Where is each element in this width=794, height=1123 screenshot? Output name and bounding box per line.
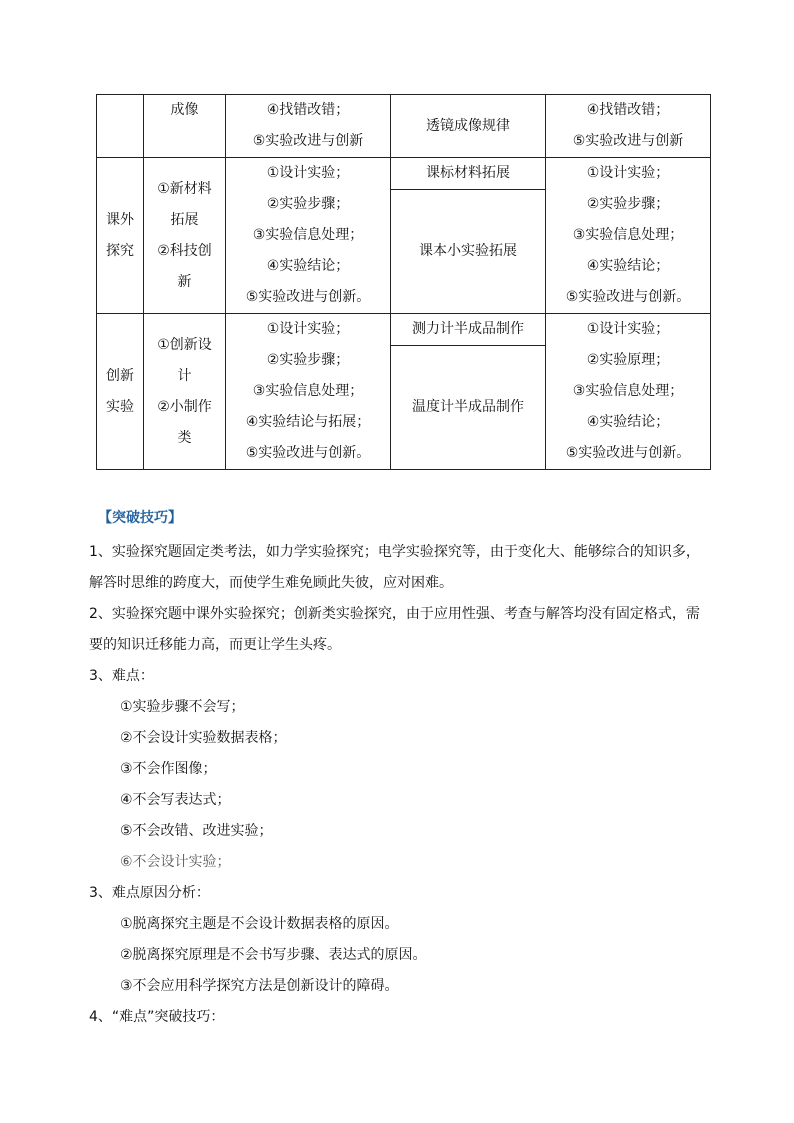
topic-text: 课标材料拓展 xyxy=(426,165,510,181)
paragraph-4-heading: 4、“难点”突破技巧： xyxy=(89,1009,225,1025)
cause-item: ③不会应用科学探究方法是创新设计的障碍。 xyxy=(120,978,399,994)
step-text: ⑤实验改进与创新 xyxy=(252,133,364,149)
step-text: ①设计实验； xyxy=(266,321,350,337)
sub-text: 新 xyxy=(177,273,192,290)
topic-text: 测力计半成品制作 xyxy=(412,321,524,337)
section-title: 【突破技巧】 xyxy=(98,510,182,526)
topic-cell xyxy=(391,95,546,158)
step-text: ⑤实验改进与创新 xyxy=(572,133,684,149)
right-steps-cell xyxy=(546,158,711,314)
experiment-grid xyxy=(96,94,711,470)
paragraph-3-heading: 3、难点： xyxy=(89,668,154,684)
sub-text: 拓展 xyxy=(170,211,199,228)
category-cell xyxy=(97,95,144,158)
difficulty-item: ③不会作图像； xyxy=(120,761,217,777)
paragraph-2: 2、实验探究题中课外实验探究；创新类实验探究，由于应用性强、考查与解答均没有固定格式，需要的知识迁移能力高，而更让学生头疼。 xyxy=(89,606,700,653)
sub-cell xyxy=(144,95,226,158)
paragraph-cause-heading: 3、难点原因分析： xyxy=(89,885,210,901)
table-row xyxy=(97,95,711,158)
difficulty-item: ④不会写表达式； xyxy=(120,792,231,808)
step-text: ②实验原理； xyxy=(586,352,670,368)
table-row xyxy=(97,158,711,190)
step-text: ②实验步骤； xyxy=(586,196,670,212)
topic-text: 透镜成像规律 xyxy=(426,117,510,134)
sub-text: ①创新设 xyxy=(157,336,212,353)
step-text: ①设计实验； xyxy=(586,165,670,181)
difficulty-item: ①实验步骤不会写； xyxy=(120,699,245,715)
step-text: ②实验步骤； xyxy=(266,352,350,368)
step-text: ④找错改错； xyxy=(266,102,350,118)
table-row xyxy=(97,314,711,346)
step-text: ⑤实验改进与创新。 xyxy=(565,445,691,461)
step-text: ④实验结论； xyxy=(266,258,350,274)
step-text: ③实验信息处理； xyxy=(572,227,684,243)
step-text: ④实验结论； xyxy=(586,258,670,274)
step-text: ⑤实验改进与创新。 xyxy=(245,289,371,305)
category-cell xyxy=(97,314,144,470)
left-steps-cell xyxy=(226,158,391,314)
step-text: ③实验信息处理； xyxy=(572,383,684,399)
sub-cell xyxy=(144,314,226,470)
step-text: ③实验信息处理； xyxy=(252,383,364,399)
step-text: ①设计实验； xyxy=(586,321,670,337)
sub-text: 计 xyxy=(177,367,192,384)
category-text: 课外 xyxy=(106,211,134,228)
sub-text: 成像 xyxy=(170,102,199,118)
sub-text: ②小制作 xyxy=(157,398,212,415)
step-text: ④实验结论； xyxy=(586,414,670,430)
step-text: ④实验结论与拓展； xyxy=(245,414,371,430)
category-cell xyxy=(97,158,144,314)
sub-text: ②科技创 xyxy=(157,242,212,259)
topic-cell xyxy=(391,190,546,314)
left-steps-cell xyxy=(226,314,391,470)
difficulty-item: ⑥不会设计实验； xyxy=(120,854,231,870)
cause-item: ②脱离探究原理是不会书写步骤、表达式的原因。 xyxy=(120,947,427,963)
experiment-table xyxy=(96,94,711,470)
right-steps-cell xyxy=(546,314,711,470)
difficulty-item: ②不会设计实验数据表格； xyxy=(120,730,287,746)
topic-cell xyxy=(391,314,546,346)
step-text: ⑤实验改进与创新。 xyxy=(565,289,691,305)
topic-text: 课本小实验拓展 xyxy=(419,243,517,259)
category-text: 探究 xyxy=(106,242,134,259)
step-text: ③实验信息处理； xyxy=(252,227,364,243)
right-steps-cell xyxy=(546,95,711,158)
step-text: ④找错改错； xyxy=(586,102,670,118)
topic-cell xyxy=(391,158,546,190)
step-text: ②实验步骤； xyxy=(266,196,350,212)
sub-cell xyxy=(144,158,226,314)
category-text: 实验 xyxy=(106,398,134,415)
difficulty-item: ⑤不会改错、改进实验； xyxy=(120,823,273,839)
cause-item: ①脱离探究主题是不会设计数据表格的原因。 xyxy=(120,916,399,932)
paragraph-1: 1、实验探究题固定类考法，如力学实验探究；电学实验探究等，由于变化大、能够综合的知识多，解答时思维的跨度大，而使学生难免顾此失彼，应对困难。 xyxy=(89,544,700,591)
sub-text: 类 xyxy=(177,429,192,446)
sub-text: ①新材料 xyxy=(157,180,212,197)
topic-text: 温度计半成品制作 xyxy=(412,399,524,415)
category-text: 创新 xyxy=(106,367,134,384)
step-text: ⑤实验改进与创新。 xyxy=(245,445,371,461)
topic-cell xyxy=(391,346,546,470)
step-text: ①设计实验； xyxy=(266,165,350,181)
left-steps-cell xyxy=(226,95,391,158)
